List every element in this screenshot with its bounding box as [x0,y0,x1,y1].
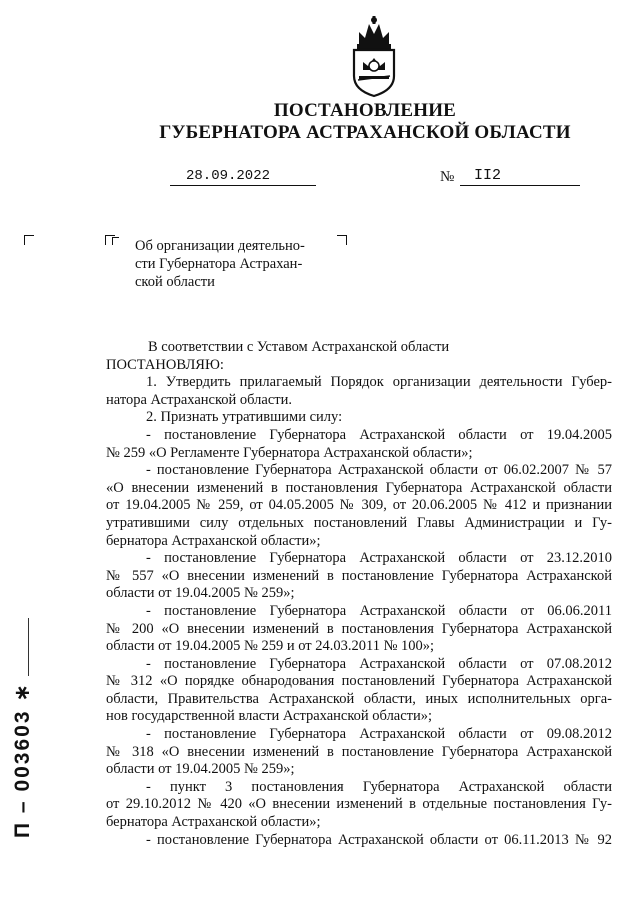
subject-line: ской области [135,274,215,290]
subject-line: сти Губернатора Астрахан- [135,256,303,272]
body-line: области от 19.04.2005 № 259 и от 24.03.2011 № 100»; [106,638,435,655]
document-date: 28.09.2022 [170,167,316,186]
document-subject [135,237,328,291]
subject-corner-inner-mark [112,237,119,245]
subject-line: Об организации деятельно- [135,238,305,254]
body-line: - пункт 3 постановления Губернатора Астраханской области [146,778,612,795]
document-body [106,339,612,849]
body-line: нов государственной власти Астраханской области»; [106,708,433,725]
body-line: «О внесении изменений в постановления Губернатора Астраханской области [106,479,612,496]
body-line: от 19.04.2005 № 259, от 04.05.2005 № 309, от 20.06.2005 № 412 и признании [106,497,612,514]
body-line: бернатора Астраханской области»; [106,814,321,831]
body-line: бернатора Астраханской области»; [106,532,321,549]
body-line: 2. Признать утратившими силу: [146,409,343,426]
body-line: натора Астраханской области. [106,391,293,408]
body-line: № 318 «О внесении изменений в постановление Губернатора Астраханской [106,743,612,760]
body-line: - постановление Губернатора Астраханской области от 19.04.2005 [146,426,612,443]
body-line: - постановление Губернатора Астраханской области от 06.02.2007 № 57 [146,462,612,479]
document-title-line-2: ГУБЕРНАТОРА АСТРАХАНСКОЙ ОБЛАСТИ [159,122,571,143]
body-line: ПОСТАНОВЛЯЮ: [106,356,224,373]
body-line: области от 19.04.2005 № 259»; [106,585,295,602]
body-line: области от 19.04.2005 № 259»; [106,761,295,778]
body-line: утратившими силу отдельных постановлений Главы Администрации и Гу- [106,514,612,531]
body-line: № 200 «О внесении изменений в постановления Губернатора Астраханской [106,620,612,637]
body-line: - постановление Губернатора Астраханской области от 07.08.2012 [146,655,612,672]
body-line: № 259 «О Регламенте Губернатора Астраханской области»; [106,444,473,461]
document-number: II2 [460,167,580,186]
body-line: области, Правительства Астраханской области, иных исполнительных орга- [106,690,612,707]
body-line: № 312 «О порядке обнародования постановлений Губернатора Астраханской [106,673,612,690]
body-line: от 29.10.2012 № 420 «О внесении изменений в отдельные постановления Гу- [106,796,612,813]
body-line: В соответствии с Уставом Астраханской области [148,339,450,355]
body-line: - постановление Губернатора Астраханской области от 06.11.2013 № 92 [146,831,612,848]
coat-of-arms-emblem [345,14,403,98]
body-line: - постановление Губернатора Астраханской области от 06.06.2011 [146,602,612,619]
subject-corner-right-mark [337,235,347,245]
margin-rule [28,618,29,676]
registration-code: П – 003603 ∗ [11,682,34,838]
document-title-line-1: ПОСТАНОВЛЕНИЕ [273,100,457,121]
margin-corner-mark [24,235,34,245]
body-line: - постановление Губернатора Астраханской области от 09.08.2012 [146,726,612,743]
body-line: - постановление Губернатора Астраханской области от 23.12.2010 [146,550,612,567]
body-line: 1. Утвердить прилагаемый Порядок организации деятельности Губер- [146,374,612,391]
body-line: № 557 «О внесении изменений в постановление Губернатора Астраханской [106,567,612,584]
number-sign: № [440,169,455,185]
